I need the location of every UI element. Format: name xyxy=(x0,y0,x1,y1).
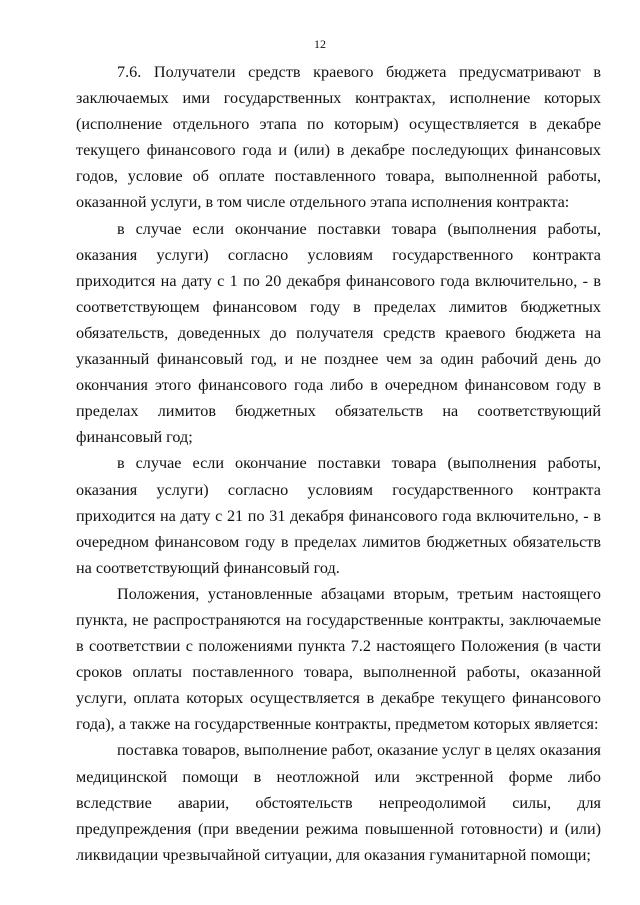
paragraph-payment-dec-21-31: в случае если окончание поставки товара (выполнения работы, оказания услуги) согласно условиям государственного контракта приходится на дату с 21 по 31 декабря финансового года включительно, - в очередном финансовом году в пределах лимитов бюджетных обязательств на соответствующий финансовый год. xyxy=(76,454,601,577)
paragraph-exception-item: поставка товаров, выполнение работ, оказание услуг в целях оказания медицинской помощи в неотложной или экстренной форме либо вследствие аварии, обстоятельств непреодолимой силы, для предупреждения (при введении режима повышенной готовности) и (или) ликвидации чрезвычайной ситуации, для оказания гуманитарной помощи; xyxy=(76,741,601,864)
paragraph-payment-dec-1-20: в случае если окончание поставки товара (выполнения работы, оказания услуги) согласно условиям государственного контракта приходится на дату с 1 по 20 декабря финансового года включительно, - в соответствующем финансовом году в пределах лимитов бюджетных обязательств, доведенных до получателя средств краевого бюджета на указанный финансовый год, и не позднее чем за один рабочий день до окончания этого финансового года либо в очередном финансовом году в пределах лимитов бюджетных обязательств на соответствующий финансовый год; xyxy=(76,219,601,447)
paragraph-clause-7-6: 7.6. Получатели средств краевого бюджета предусматривают в заключаемых ими государственных контрактах, исполнение которых (исполнение отдельного этапа по которым) осуществляется в декабре текущего финансового года и (или) в декабре последующих финансовых годов, условие об оплате поставленного товара, выполненной работы, оказанной услуги, в том числе отдельного этапа исполнения контракта: xyxy=(76,63,601,212)
page-number: 12 xyxy=(314,37,326,51)
paragraph-exceptions: Положения, установленные абзацами вторым, третьим настоящего пункта, не распространяются на государственные контракты, заключаемые в соответствии с положениями пункта 7.2 настоящего Положения (в части сроков оплаты поставленного товара, выполненной работы, оказанной услуги, оплата которых осуществляется в декабре текущего финансового года), а также на государственные контракты, предметом которых является: xyxy=(76,584,601,734)
document-body xyxy=(76,59,601,868)
